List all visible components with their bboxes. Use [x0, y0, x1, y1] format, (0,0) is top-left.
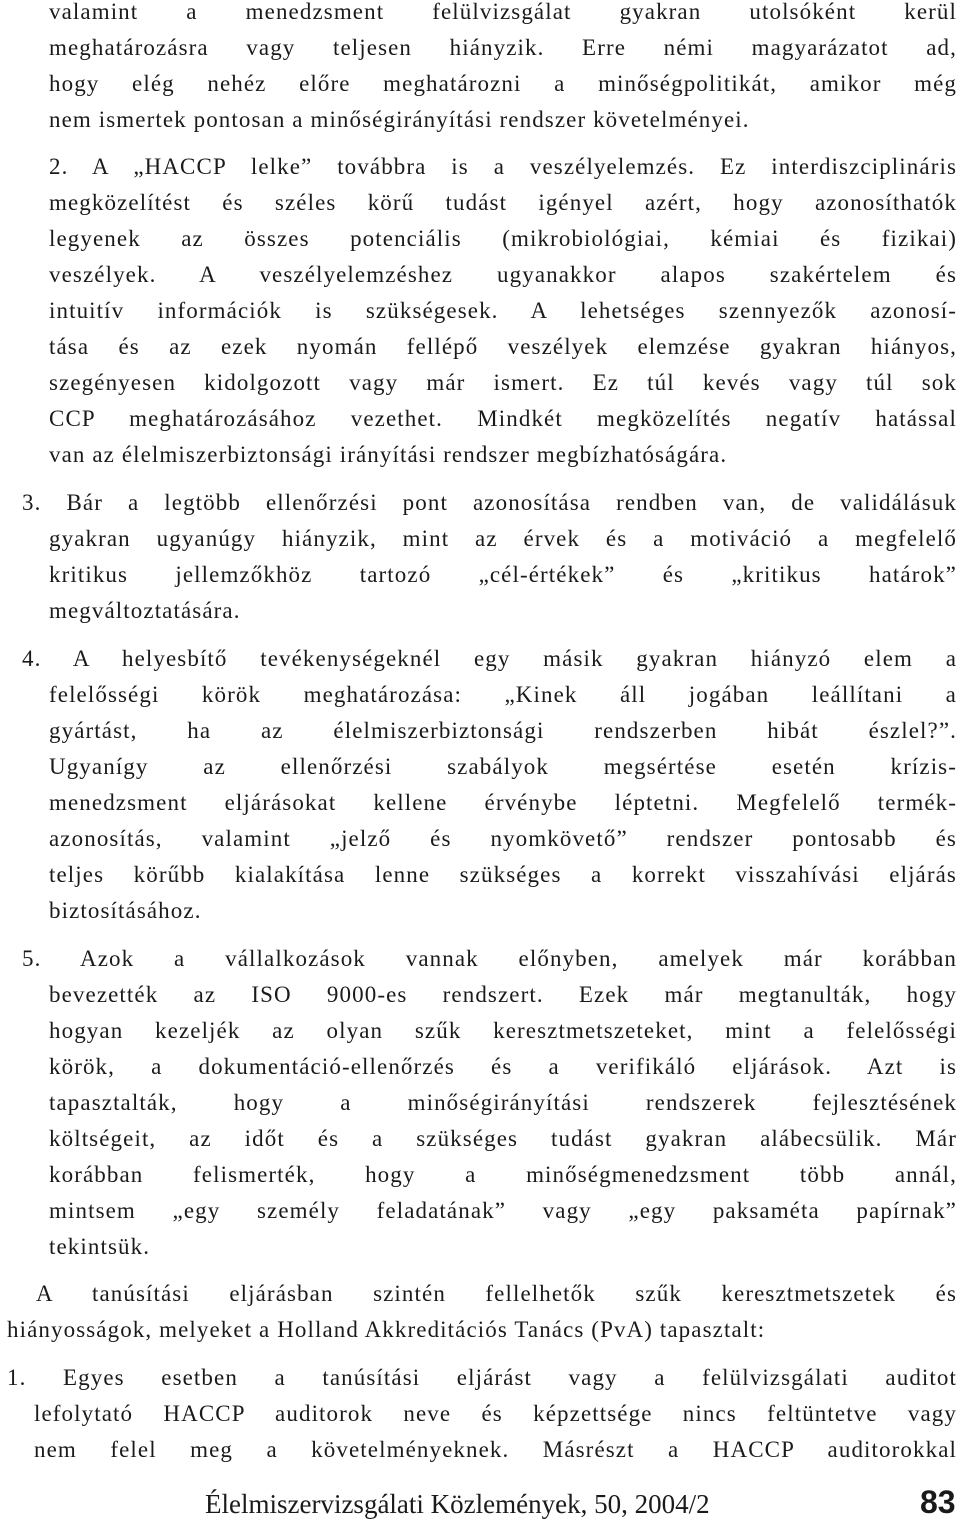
list-item-4-line: 4. A helyesbítő tevékenységeknél egy másik gyakran hiányzó elem a — [22, 646, 957, 671]
list-item-5-line: bevezették az ISO 9000-es rendszert. Ezek már megtanulták, hogy — [49, 982, 957, 1007]
page-number: 83 — [920, 1484, 956, 1520]
list-item-4-line: Ugyanígy az ellenőrzési szabályok megsértése esetén krízis- — [49, 754, 957, 779]
list-item-3-line: 3. Bár a legtöbb ellenőrzési pont azonosítása rendben van, de validálásuk — [22, 490, 957, 515]
list-item-2-line: veszélyek. A veszélyelemzéshez ugyanakkor alapos szakértelem és — [49, 262, 957, 287]
list-item-2-line: szegényesen kidolgozott vagy már ismert. Ez túl kevés vagy túl sok — [49, 370, 957, 395]
list-item-4-line: biztosításához. — [49, 898, 202, 923]
list-item-4-line: azonosítás, valamint „jelző és nyomkövető” rendszer pontosabb és — [49, 826, 957, 851]
list-item-2-line: van az élelmiszerbiztonsági irányítási rendszer megbízhatóságára. — [49, 442, 728, 467]
list-item-3-line: kritikus jellemzőkhöz tartozó „cél-értékek” és „kritikus határok” — [49, 562, 957, 587]
text-line: meghatározásra vagy teljesen hiányzik. Erre némi magyarázatot ad, — [49, 35, 957, 60]
list-item-5-line: mintsem „egy személy feladatának” vagy „egy paksaméta papírnak” — [49, 1198, 957, 1223]
text-line: nem ismertek pontosan a minőségirányítási rendszer követelményei. — [49, 107, 750, 132]
list-item-2-line: tása és az ezek nyomán fellépő veszélyek elemzése gyakran hiányos, — [49, 334, 957, 359]
list-item-1-line: nem felel meg a követelményeknek. Másrészt a HACCP auditorokkal — [34, 1437, 957, 1462]
list-item-4-line: felelősségi körök meghatározása: „Kinek áll jogában leállítani a — [49, 682, 957, 707]
list-item-5-line: tapasztalták, hogy a minőségirányítási rendszerek fejlesztésének — [49, 1090, 957, 1115]
list-item-2-line: intuitív információk is szükségesek. A lehetséges szennyezők azonosí- — [49, 298, 957, 323]
text-line: hogy elég nehéz előre meghatározni a minőségpolitikát, amikor még — [49, 71, 957, 96]
list-item-2-line: 2. A „HACCP lelke” továbbra is a veszélyelemzés. Ez interdiszciplináris — [49, 154, 957, 179]
list-item-3-line: megváltoztatására. — [49, 598, 241, 623]
list-item-2-line: CCP meghatározásához vezethet. Mindkét megközelítés negatív hatással — [49, 406, 957, 431]
list-item-1-line: 1. Egyes esetben a tanúsítási eljárást vagy a felülvizsgálati auditot — [7, 1365, 957, 1390]
text-line: A tanúsítási eljárásban szintén fellelhetők szűk keresztmetszetek és — [36, 1281, 957, 1306]
list-item-2-line: legyenek az összes potenciális (mikrobiológiai, kémiai és fizikai) — [49, 226, 957, 251]
text-line: valamint a menedzsment felülvizsgálat gyakran utolsóként kerül — [49, 0, 957, 24]
list-item-4-line: gyártást, ha az élelmiszerbiztonsági rendszerben hibát észlel?”. — [49, 718, 957, 743]
list-item-5-line: korábban felismerték, hogy a minőségmenedzsment több annál, — [49, 1162, 957, 1187]
list-item-5-line: 5. Azok a vállalkozások vannak előnyben, amelyek már korábban — [22, 946, 957, 971]
journal-footer: Élelmiszervizsgálati Közlemények, 50, 2004/2 — [205, 1489, 710, 1519]
text-line: hiányosságok, melyeket a Holland Akkreditációs Tanács (PvA) tapasztalt: — [7, 1317, 766, 1342]
list-item-5-line: költségeit, az időt és a szükséges tudást gyakran alábecsülik. Már — [49, 1126, 957, 1151]
list-item-3-line: gyakran ugyanúgy hiányzik, mint az érvek és a motiváció a megfelelő — [49, 526, 957, 551]
list-item-5-line: tekintsük. — [49, 1234, 151, 1259]
list-item-1-line: lefolytató HACCP auditorok neve és képzettsége nincs feltüntetve vagy — [34, 1401, 957, 1426]
list-item-4-line: teljes körűbb kialakítása lenne szükséges a korrekt visszahívási eljárás — [49, 862, 957, 887]
list-item-5-line: hogyan kezeljék az olyan szűk keresztmetszeteket, mint a felelősségi — [49, 1018, 957, 1043]
list-item-4-line: menedzsment eljárásokat kellene érvénybe léptetni. Megfelelő termék- — [49, 790, 957, 815]
list-item-2-line: megközelítést és széles körű tudást igényel azért, hogy azonosíthatók — [49, 190, 957, 215]
list-item-5-line: körök, a dokumentáció-ellenőrzés és a verifikáló eljárások. Azt is — [49, 1054, 957, 1079]
